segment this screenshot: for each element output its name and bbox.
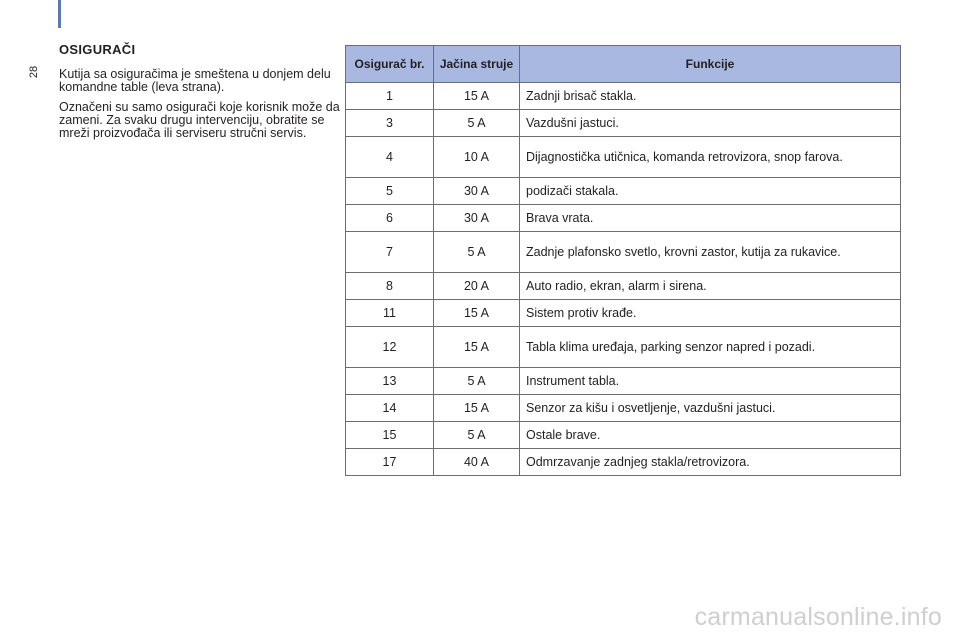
fuse-number: 12	[346, 327, 434, 368]
margin-accent-line	[58, 0, 61, 28]
fuse-function: Ostale brave.	[520, 422, 901, 449]
fuse-rating: 5 A	[434, 232, 520, 273]
fuse-function: podizači stakala.	[520, 178, 901, 205]
fuse-rating: 20 A	[434, 273, 520, 300]
fuse-function: Senzor za kišu i osvetljenje, vazdušni jastuci.	[520, 395, 901, 422]
table-row	[346, 110, 901, 137]
fuse-number: 15	[346, 422, 434, 449]
fuse-table	[345, 45, 901, 476]
fuse-rating: 5 A	[434, 422, 520, 449]
table-row	[346, 273, 901, 300]
header-fuse-number: Osigurač br.	[346, 46, 434, 83]
fuse-function: Dijagnostička utičnica, komanda retrovizora, snop farova.	[520, 137, 901, 178]
fuse-rating: 10 A	[434, 137, 520, 178]
fuse-number: 11	[346, 300, 434, 327]
fuse-function: Brava vrata.	[520, 205, 901, 232]
intro-text	[59, 68, 349, 147]
fuse-function: Odmrzavanje zadnjeg stakla/retrovizora.	[520, 449, 901, 476]
fuse-rating: 30 A	[434, 205, 520, 232]
fuse-number: 1	[346, 83, 434, 110]
table-row	[346, 327, 901, 368]
fuse-function: Zadnje plafonsko svetlo, krovni zastor, kutija za rukavice.	[520, 232, 901, 273]
table-row	[346, 300, 901, 327]
table-row	[346, 178, 901, 205]
fuse-function: Zadnji brisač stakla.	[520, 83, 901, 110]
fuse-rating: 15 A	[434, 83, 520, 110]
fuse-number: 4	[346, 137, 434, 178]
fuse-function: Instrument tabla.	[520, 368, 901, 395]
fuse-number: 8	[346, 273, 434, 300]
fuse-function: Vazdušni jastuci.	[520, 110, 901, 137]
intro-paragraph-location: Kutija sa osiguračima je smeštena u donjem delu komandne table (leva strana).	[59, 67, 331, 94]
fuse-function: Auto radio, ekran, alarm i sirena.	[520, 273, 901, 300]
fuse-rating: 5 A	[434, 110, 520, 137]
table-row	[346, 137, 901, 178]
fuse-number: 14	[346, 395, 434, 422]
header-current-rating: Jačina struje	[434, 46, 520, 83]
fuse-number: 7	[346, 232, 434, 273]
table-row	[346, 449, 901, 476]
fuse-rating: 40 A	[434, 449, 520, 476]
table-row	[346, 205, 901, 232]
fuse-function: Tabla klima uređaja, parking senzor napred i pozadi.	[520, 327, 901, 368]
fuse-rating: 15 A	[434, 300, 520, 327]
fuse-number: 3	[346, 110, 434, 137]
fuse-rating: 5 A	[434, 368, 520, 395]
fuse-number: 13	[346, 368, 434, 395]
page-number: 28	[28, 65, 40, 79]
table-row	[346, 368, 901, 395]
table-row	[346, 395, 901, 422]
section-title: OSIGURAČI	[59, 42, 136, 57]
fuse-number: 6	[346, 205, 434, 232]
table-row	[346, 83, 901, 110]
fuse-rating: 15 A	[434, 327, 520, 368]
header-functions: Funkcije	[520, 46, 901, 83]
table-row	[346, 232, 901, 273]
fuse-function: Sistem protiv krađe.	[520, 300, 901, 327]
table-row	[346, 422, 901, 449]
fuse-table-header-row	[346, 46, 901, 83]
fuse-number: 5	[346, 178, 434, 205]
intro-paragraph-service: Označeni su samo osigurači koje korisnik može da zameni. Za svaku drugu intervenciju, obratite se mreži proizvođača ili serviseru stručni servis.	[59, 100, 340, 140]
watermark-text: carmanualsonline.info	[694, 603, 942, 631]
fuse-rating: 15 A	[434, 395, 520, 422]
fuse-rating: 30 A	[434, 178, 520, 205]
fuse-number: 17	[346, 449, 434, 476]
